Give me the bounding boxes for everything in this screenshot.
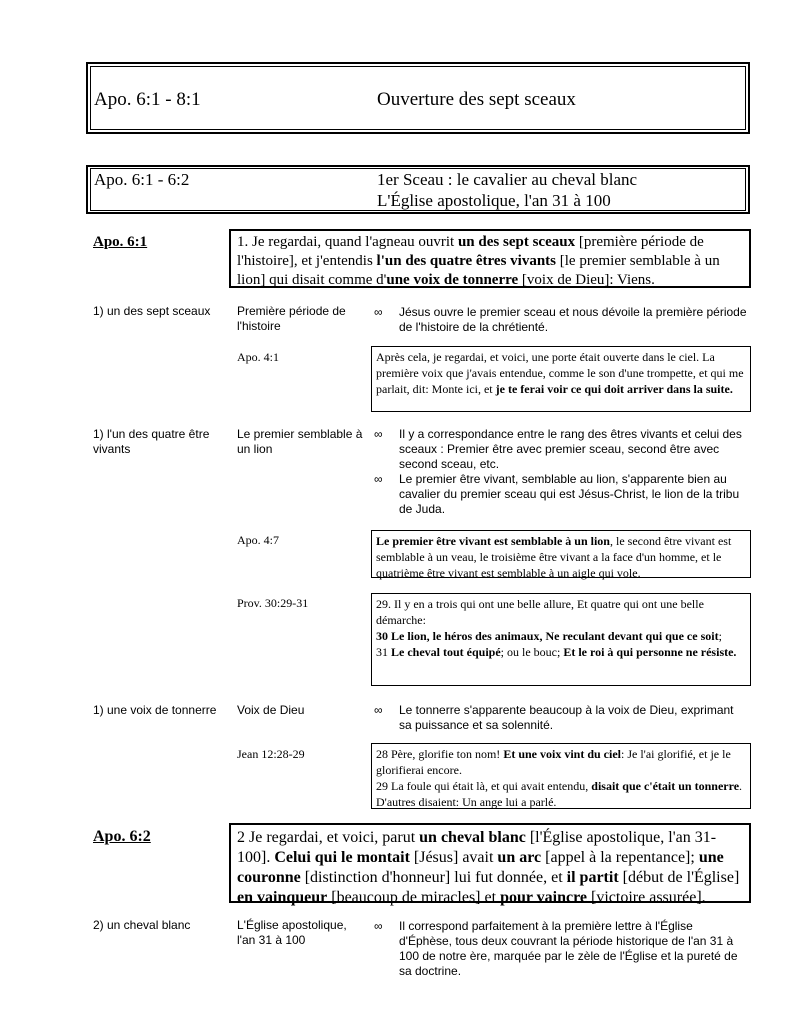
commentary-item: ∞ Jésus ouvre le premier sceau et nous dévoile la première période de l'histoire de la chrétienté. (374, 305, 747, 334)
meaning-premiere-periode: Première période de l'histoire (237, 304, 346, 333)
infinity-bullet-icon: ∞ (374, 427, 383, 441)
infinity-bullet-icon: ∞ (374, 703, 383, 717)
chapter-reference: Apo. 6:1 - 8:1 (94, 89, 201, 110)
infinity-bullet-icon: ∞ (374, 472, 383, 486)
cross-reference: Prov. 30:29-31 (237, 596, 309, 610)
meaning-premier-lion: Le premier semblable à un lion (237, 427, 363, 456)
cross-reference: Apo. 4:1 (237, 350, 279, 364)
term-quatre-etres: 1) l'un des quatre être vivants (93, 427, 210, 456)
verse-reference-6-1: Apo. 6:1 (93, 234, 148, 250)
term-sept-sceaux: 1) un des sept sceaux (93, 304, 211, 318)
scripture-quote-box: 28 Père, glorifie ton nom! Et une voix vint du ciel: Je l'ai glorifié, et je le glorifierai encore. 29 La foule qui était là, et qui avait entendu, disait que c'était un tonnerre. D'autres disaient: Un ange lui a parlé. (371, 743, 751, 809)
term-cheval-blanc: 2) un cheval blanc (93, 918, 191, 932)
meaning-voix-de-dieu: Voix de Dieu (237, 703, 305, 717)
verse-6-1-text: 1. Je regardai, quand l'agneau ouvrit un des sept sceaux [première période de l'histoire], et j'entendis l'un des quatre êtres vivants [le premier semblable à un lion] qui disait comme d'une voix de tonnerre [voix de Dieu]: Viens. (229, 229, 751, 288)
commentary-item: ∞ Il y a correspondance entre le rang des êtres vivants et celui des sceaux : Premier être avec premier sceau, second être avec second sceau, etc. (374, 427, 742, 471)
meaning-eglise-apostolique: L'Église apostolique, l'an 31 à 100 (237, 918, 347, 947)
cross-reference: Jean 12:28-29 (237, 747, 305, 761)
page-title: Ouverture des sept sceaux (377, 89, 576, 110)
scripture-quote-box: Après cela, je regardai, et voici, une porte était ouverte dans le ciel. La première voix que j'avais entendue, comme le son d'une trompette, et qui me parlait, dit: Monte ici, et je te ferai voir ce qui doit arriver dans la suite. (371, 346, 751, 412)
section-reference: Apo. 6:1 - 6:2 (94, 170, 190, 189)
scripture-quote-box: Le premier être vivant est semblable à un lion, le second être vivant est semblable à un veau, le troisième être vivant a la face d'un homme, et le quatrième être vivant est semblable à un aigle qui vole. (371, 530, 751, 578)
verse-6-2-text: 2 Je regardai, et voici, parut un cheval blanc [l'Église apostolique, l'an 31-100]. Celui qui le montait [Jésus] avait un arc [appel à la repentance]; une couronne [distinction d'honneur] lui fut donnée, et il partit [début de l'Église] en vainqueur [beaucoup de miracles] et pour vaincre [victoire assurée]. (229, 823, 751, 903)
section-title-line2: L'Église apostolique, l'an 31 à 100 (377, 191, 611, 210)
infinity-bullet-icon: ∞ (374, 305, 383, 319)
commentary-item: ∞ Le tonnerre s'apparente beaucoup à la voix de Dieu, exprimant sa puissance et sa solennité. (374, 703, 734, 732)
cross-reference: Apo. 4:7 (237, 533, 279, 547)
commentary-item: ∞ Il correspond parfaitement à la première lettre à l'Église d'Éphèse, tous deux couvrant la période historique de l'an 31 à 100 de notre ère, marquée par le zèle de l'Église et la pureté de sa doctrine. (374, 919, 738, 978)
infinity-bullet-icon: ∞ (374, 919, 383, 933)
verse-reference-6-2: Apo. 6:2 (93, 828, 151, 845)
scripture-quote-box: 29. Il y en a trois qui ont une belle allure, Et quatre qui ont une belle démarche: 30 Le lion, le héros des animaux, Ne reculant devant qui que ce soit; 31 Le cheval tout équipé; ou le bouc; Et le roi à qui personne ne résiste. (371, 593, 751, 686)
commentary-item: ∞ Le premier être vivant, semblable au lion, s'apparente bien au cavalier du premier sceau qui est Jésus-Christ, le lion de la tribu de Juda. (374, 472, 740, 516)
term-voix-tonnerre: 1) une voix de tonnerre (93, 703, 217, 717)
section-title-line1: 1er Sceau : le cavalier au cheval blanc (377, 170, 638, 189)
